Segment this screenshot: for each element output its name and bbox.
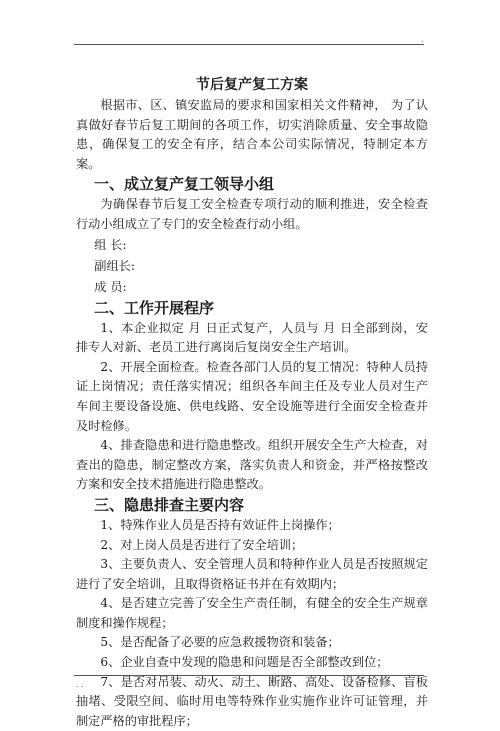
section-3-item: 6、企业自查中发现的隐患和问题是否全部整改到位； [100,655,389,670]
footer-mark: . . [76,680,84,689]
header-mark: . [421,35,424,44]
section-3-item: 1、特殊作业人员是否持有效证件上岗操作； [100,517,340,532]
intro-paragraph: 根据市、区、镇安监局的要求和国家相关文件精神， 为了认真做好春节后复工期间的各项工作，切实消除质量、安全事故隐患，确保复工的安全有序，结合本公司实际情况，特制定本方案。 [76,98,428,171]
section-2-item: 1、本企业拟定 月 日正式复产，人员与 月 日全部到岗，安排专人对新、老员工进行离岗后复岗安全生产培训。 [76,320,428,355]
footer-rule [74,675,424,676]
section-3-item: 2、对上岗人员是否进行了安全培训； [100,537,304,552]
members-line: 成 员: [94,279,127,294]
section-3-item: 7、是否对吊装、动火、动土、断路、高处、设备检修、盲板抽堵、受限空间、临时用电等特殊作业实施作业许可证管理，并制定严格的审批程序； [76,674,428,728]
leader-line: 组 长: [94,237,127,252]
section-3-heading: 三、隐患排查主要内容 [94,495,245,514]
section-3-item: 3、主要负责人、安全管理人员和特种作业人员是否按照规定进行了安全培训，且取得资格证书并在有效期内； [76,557,428,591]
section-3-item: 5、是否配备了必要的应急救援物资和装备； [100,635,340,650]
section-1-heading: 一、成立复产复工领导小组 [94,175,275,194]
section-2-item: 2、开展全面检查。检查各部门人员的复工情况：特种人员持证上岗情况；责任落实情况；组织各车间主任及专业人员对生产车间主要设备设施、供电线路、安全设施等进行全面安全检查并及时检修。 [76,359,428,433]
document-body [76,74,428,731]
section-3-item: 4、是否建立完善了安全生产责任制，有健全的安全生产规章制度和操作规程； [76,596,428,630]
section-1-paragraph: 为确保春节后复工安全检查专项行动的顺利推进，安全检查行动小组成立了专门的安全检查行动小组。 [76,197,428,231]
deputy-leader-line: 副组长: [94,258,135,273]
header-rule [74,44,424,45]
section-2-heading: 二、工作开展程序 [94,298,215,317]
section-2-item: 4、排查隐患和进行隐患整改。组织开展安全生产大检查，对查出的隐患，制定整改方案，落实负责人和资金，并严格按整改方案和安全技术措施进行隐患整改。 [76,438,428,492]
document-title: 节后复产复工方案 [196,77,308,93]
